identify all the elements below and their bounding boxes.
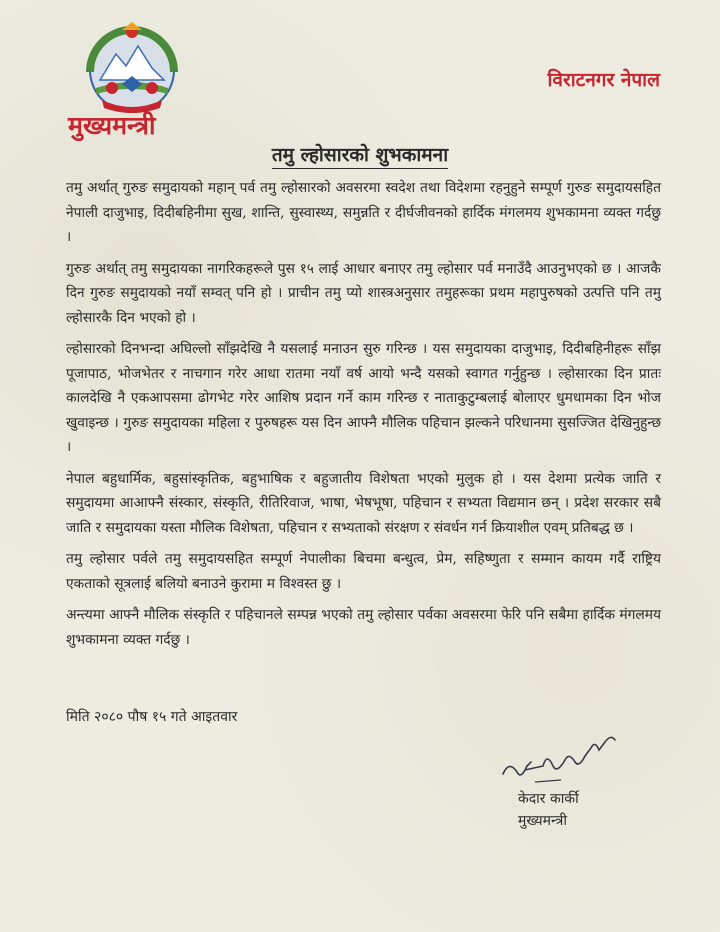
document-title-text: तमु ल्होसारको शुभकामना [272, 144, 448, 169]
letter-body [66, 176, 661, 659]
paragraph: तमु अर्थात् गुरुङ समुदायको महान् पर्व तमु ल्होसारको अवसरमा स्वदेश तथा विदेशमा रहनुहुने सम्पूर्ण गुरुङ समुदायसहित नेपाली दाजुभाइ, दिदीबहिनीमा सुख, शान्ति, सुस्वास्थ्य, समुन्नति र दीर्घजीवनको हार्दिक मंगलमय शुभकामना व्यक्त गर्दछु । [66, 180, 661, 245]
signatory-designation: मुख्यमन्त्री [518, 813, 567, 829]
paragraph: तमु ल्होसार पर्वले तमु समुदायसहित सम्पूर्ण नेपालीका बिचमा बन्धुत्व, प्रेम, सहिष्णुता र सम्मान कायम गर्दै राष्ट्रिय एकताको सूत्रलाई बलियो बनाउने कुरामा म विश्वस्त छु । [66, 551, 661, 592]
document-title [0, 141, 720, 167]
paragraph: गुरुङ अर्थात् तमु समुदायका नागरिकहरूले पुस १५ लाई आधार बनाएर तमु ल्होसार पर्व मनाउँदै आउनुभएको छ । आजकै दिन गुरुङ समुदायको नयाँ सम्वत् पनि हो । प्राचीन तमु प्यो शास्त्रअनुसार तमुहरूका प्रथम महापुरुषको उत्पत्ति पनि तमु ल्होसारकै दिन भएको हो । [66, 260, 661, 326]
signatory-name: केदार कार्की [518, 791, 579, 807]
paragraph: ल्होसारको दिनभन्दा अघिल्लो साँझदेखि नै यसलाई मनाउन सुरु गरिन्छ । यस समुदायका दाजुभाइ, दिदीबहिनीहरू साँझ पूजापाठ, भोजभेतर र नाचगान गरेर आधा रातमा नयाँ वर्ष आयो भन्दै यसको स्वागत गर्नुहुन्छ । ल्होसारका दिन प्रातः कालदेखि नै एकआपसमा ढोगभेट गरेर आशिष प्रदान गर्ने काम गरिन्छ र नाताकुटुम्बलाई बोलाएर धुमधामका दिन भोज खुवाइन्छ । गुरुङ समुदायका महिला र पुरुषहरू यस दिन आफ्नै मौलिक पहिचान झल्कने परिधानमा सुसज्जित देखिनुहुन्छ । [66, 341, 661, 455]
paragraph: अन्त्यमा आफ्नै मौलिक संस्कृति र पहिचानले सम्पन्न भएको तमु ल्होसार पर्वका अवसरमा फेरि पनि सबैमा हार्दिक मंगलमय शुभकामना व्यक्त गर्दछु । [66, 607, 661, 648]
handwritten-signature-icon [495, 722, 625, 792]
paragraph: नेपाल बहुधार्मिक, बहुसांस्कृतिक, बहुभाषिक र बहुजातीय विशेषता भएको मुलुक हो । यस देशमा प्रत्येक जाति र समुदायमा आआफ्नै संस्कार, संस्कृति, रीतिरिवाज, भाषा, भेषभूषा, पहिचान र सभ्यता विद्यमान छन् । प्रदेश सरकार सबै जाति र समुदायका यस्ता मौलिक विशेषता, पहिचान र सभ्यताको संरक्षण र संवर्धन गर्न क्रियाशील एवम् प्रतिबद्ध छ । [66, 470, 661, 536]
date-line: मिति २०८० पौष १५ गते आइतवार [66, 709, 238, 725]
nepal-government-emblem-icon [82, 18, 182, 118]
signatory-block [518, 788, 628, 832]
office-title: मुख्यमन्त्री [68, 111, 156, 140]
place-name: विराटनगर नेपाल [547, 69, 660, 91]
